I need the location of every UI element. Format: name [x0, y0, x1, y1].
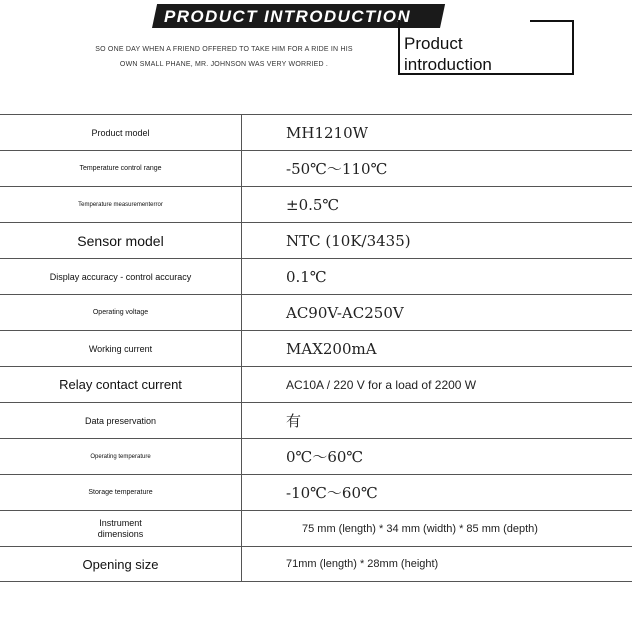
spec-label — [0, 511, 242, 546]
intro-text — [74, 42, 374, 72]
spec-row-instrument-dimensions — [0, 510, 632, 546]
intro-line-2: OWN SMALL PHANE, MR. JOHNSON WAS VERY WORRIED . — [119, 61, 329, 68]
spec-value: NTC (10K/3435) — [286, 231, 411, 250]
spec-row-working-current — [0, 330, 632, 366]
spec-label: Product model — [0, 115, 242, 150]
spec-value: 71mm (length) * 28mm (height) — [286, 558, 439, 570]
spec-value: 75 mm (length) * 34 mm (width) * 85 mm (depth) — [302, 522, 538, 535]
title-frame-top-edge — [530, 20, 574, 22]
spec-label-line-2: dimensions — [97, 528, 144, 539]
spec-label: Opening size — [0, 547, 242, 581]
spec-table — [0, 114, 632, 582]
spec-label: Working current — [0, 331, 242, 366]
spec-value: 有 — [286, 412, 302, 430]
spec-value: 0.1℃ — [286, 267, 327, 286]
spec-value: 0℃～60℃ — [286, 448, 364, 466]
spec-value: MH1210W — [286, 123, 369, 142]
spec-value: ±0.5℃ — [286, 195, 340, 214]
frame-title-line-2: introduction — [404, 55, 492, 74]
spec-value: -10℃～60℃ — [286, 484, 378, 502]
spec-row-display-accuracy — [0, 258, 632, 294]
spec-value: MAX200mA — [286, 339, 377, 358]
spec-label: Temperature measurementerror — [0, 187, 242, 222]
spec-row-temperature-control-range — [0, 150, 632, 186]
spec-row-relay-contact-current — [0, 366, 632, 402]
frame-title-line-1: Product — [404, 34, 463, 53]
spec-label: Sensor model — [0, 223, 242, 258]
spec-row-product-model — [0, 114, 632, 150]
spec-label: Data preservation — [0, 403, 242, 438]
spec-row-storage-temperature — [0, 474, 632, 510]
spec-label: Display accuracy - control accuracy — [0, 259, 242, 294]
frame-title — [404, 33, 564, 75]
spec-row-data-preservation — [0, 402, 632, 438]
spec-label: Storage temperature — [0, 475, 242, 510]
spec-row-temperature-measurement-error — [0, 186, 632, 222]
spec-row-sensor-model — [0, 222, 632, 258]
banner-title: PRODUCT INTRODUCTION — [164, 7, 412, 26]
spec-row-operating-voltage — [0, 294, 632, 330]
spec-row-operating-temperature — [0, 438, 632, 474]
spec-label-line-1: Instrument — [99, 517, 142, 528]
spec-label: Operating temperature — [0, 439, 242, 474]
spec-label: Operating voltage — [0, 295, 242, 330]
spec-row-opening-size — [0, 546, 632, 582]
intro-line-1: SO ONE DAY WHEN A FRIEND OFFERED TO TAKE HIM FOR A RIDE IN HIS — [95, 46, 353, 53]
spec-label: Relay contact current — [0, 367, 242, 402]
spec-value: AC90V-AC250V — [286, 303, 404, 322]
spec-value: AC10A / 220 V for a load of 2200 W — [286, 377, 477, 392]
spec-label: Temperature control range — [0, 151, 242, 186]
spec-value: -50℃～110℃ — [286, 160, 388, 178]
